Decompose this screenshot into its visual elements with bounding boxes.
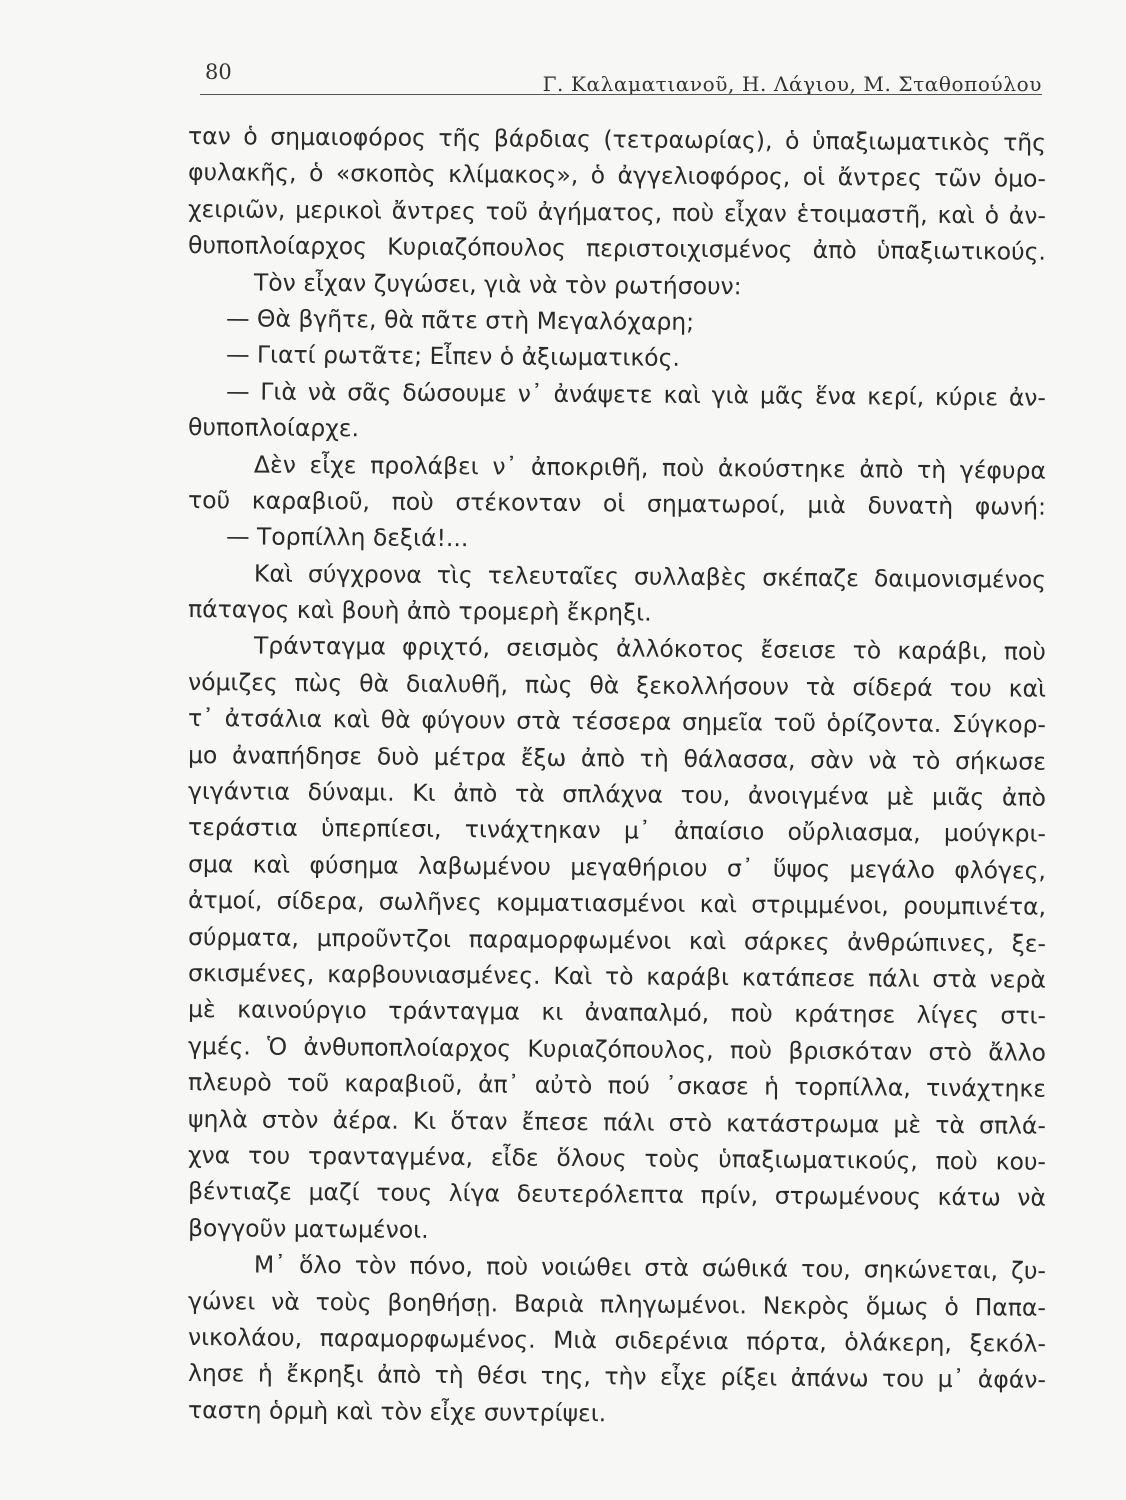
text-line: τ᾿ ἀτσάλια καὶ θὰ φύγουν στὰ τέσσερα σημεῖα τοῦ ὁρίζοντα. Σύγκορ- — [187, 704, 1047, 739]
text-line: πλευρὸ τοῦ καραβιοῦ, ἀπ᾿ αὐτὸ πού ᾿σκασε ἡ τορπίλλα, τινάχτηκε — [187, 1068, 1047, 1103]
text-line: φυλακῆς, ὁ «σκοπὸς κλίμακος», ὁ ἀγγελιοφόρος, οἱ ἄντρες τῶν ὁμο- — [187, 158, 1047, 194]
text-line: γμές. Ὁ ἀνθυποπλοίαρχος Κυριαζόπουλος, ποὺ βρισκόταν στὸ ἄλλο — [187, 1031, 1047, 1067]
text-line: νόμιζες πὼς θὰ διαλυθῆ, πὼς θὰ ξεκολλήσουν τὰ σίδερά του καὶ — [187, 667, 1047, 703]
text-line: τεράστια ὑπερπίεσι, τινάχτηκαν μ᾿ ἀπαίσιο οὔρλιασμα, μούγκρι- — [187, 813, 1047, 849]
text-line: θυποπλοίαρχος Κυριαζόπουλος περιστοιχισμένος ἀπὸ ὑπαξιωτικούς. — [187, 231, 1047, 266]
text-line: χειριῶν, μερικοὶ ἄντρες τοῦ ἀγήματος, ποὺ εἶχαν ἑτοιμαστῆ, καὶ ὁ ἀν- — [187, 194, 1047, 230]
page-number: 80 — [205, 60, 232, 84]
text-line: πάταγος καὶ βουὴ ἀπὸ τρομερὴ ἔκρηξι. — [187, 595, 652, 627]
text-line: λησε ἡ ἔκρηξι ἀπὸ τὴ θέσι της, τὴν εἶχε ρίξει ἀπάνω του μ᾿ ἀφάν- — [187, 1359, 1047, 1395]
text-line: Μ᾿ ὅλο τὸν πόνο, ποὺ νοιώθει στὰ σώθικά του, σηκώνεται, ζυ- — [253, 1250, 1047, 1285]
text-line: ἀτμοί, σίδερα, σωλῆνες κομματιασμένοι καὶ στριμμένοι, ρουμπινέτα, — [187, 886, 1047, 921]
running-head: Γ. Καλαματιανοῦ, Η. Λάγιου, Μ. Σταθοπούλου — [542, 72, 1042, 96]
text-line: γιγάντια δύναμι. Κι ἀπὸ τὰ σπλάχνα του, ἀνοιγμένα μὲ μιᾶς ἀπὸ — [187, 777, 1047, 812]
text-line: — Θὰ βγῆτε, θὰ πᾶτε στὴ Μεγαλόχαρη; — [225, 304, 695, 336]
text-line: ταστη ὁρμὴ καὶ τὸν εἶχε συντρίψει. — [187, 1395, 607, 1427]
text-line: Καὶ σύγχρονα τὶς τελευταῖες συλλαβὲς σκέπαζε δαιμονισμένος — [253, 559, 1047, 594]
text-line: Τράνταγμα φριχτό, σεισμὸς ἀλλόκοτος ἔσεισε τὸ καράβι, ποὺ — [253, 631, 1047, 667]
text-line: — Γιατί ρωτᾶτε; Εἶπεν ὁ ἀξιωματικός. — [225, 340, 681, 373]
text-line: γώνει νὰ τοὺς βοηθήσῃ. Βαριὰ πληγωμένοι. Νεκρὸς ὅμως ὁ Παπα- — [187, 1286, 1047, 1322]
text-line: ταν ὁ σημαιοφόρος τῆς βάρδιας (τετραωρίας), ὁ ὑπαξιωματικὸς τῆς — [187, 122, 1047, 157]
text-line: σμα καὶ φύσημα λαβωμένου μεγαθήριου σ᾿ ὕψος μεγάλο φλόγες, — [187, 849, 1047, 885]
text-line: νικολάου, παραμορφωμένος. Μιὰ σιδερένια πόρτα, ὁλάκερη, ξεκόλ- — [187, 1322, 1047, 1358]
text-line: ψηλὰ στὸν ἀέρα. Κι ὅταν ἔπεσε πάλι στὸ κατάστρωμα μὲ τὰ σπλά- — [187, 1104, 1047, 1140]
header-rule — [200, 94, 1042, 95]
text-line: μὲ καινούργιο τράνταγμα κι ἀναπαλμό, ποὺ κράτησε λίγες στι- — [187, 995, 1047, 1031]
text-line: — Γιὰ νὰ σᾶς δώσουμε ν᾿ ἀνάψετε καὶ γιὰ μᾶς ἕνα κερί, κύριε ἀν- — [225, 377, 1047, 412]
text-line: μο ἀναπήδησε δυὸ μέτρα ἔξω ἀπὸ τὴ θάλασσα, σὰν νὰ τὸ σήκωσε — [187, 740, 1047, 776]
text-line: βογγοῦν ματωμένοι. — [187, 1213, 429, 1244]
text-line: Τὸν εἶχαν ζυγώσει, γιὰ νὰ τὸν ρωτήσουν: — [253, 268, 742, 300]
text-line: θυποπλοίαρχε. — [187, 413, 360, 443]
text-line: χνα του τρανταγμένα, εἶδε ὅλους τοὺς ὑπαξιωματικούς, ποὺ κου- — [187, 1140, 1047, 1176]
text-line: βέντιαζε μαζί τους λίγα δευτερόλεπτα πρίν, στρωμένους κάτω νὰ — [187, 1177, 1047, 1213]
text-line: — Τορπίλλη δεξιά!... — [225, 522, 469, 553]
body-text — [188, 118, 1046, 1428]
text-line: τοῦ καραβιοῦ, ποὺ στέκονταν οἱ σηματωροί, μιὰ δυνατὴ φωνή: — [187, 485, 1047, 521]
text-line: σύρματα, μπροῦντζοι παραμορφωμένοι καὶ σάρκες ἀνθρώπινες, ξε- — [187, 922, 1047, 958]
text-line: Δὲν εἶχε προλάβει ν᾿ ἀποκριθῆ, ποὺ ἀκούστηκε ἀπὸ τὴ γέφυρα — [253, 450, 1047, 485]
page-header — [200, 58, 1042, 98]
text-line: σκισμένες, καρβουνιασμένες. Καὶ τὸ καράβι κατάπεσε πάλι στὰ νερὰ — [187, 958, 1047, 994]
